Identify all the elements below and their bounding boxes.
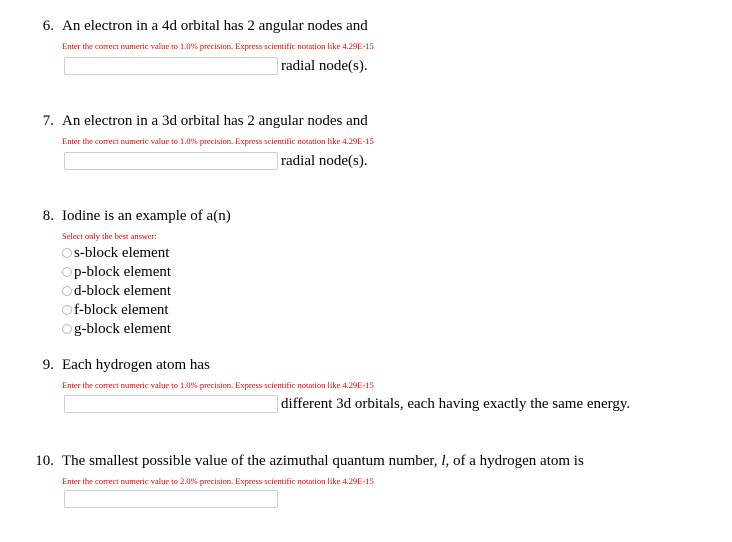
question-text: Each hydrogen atom has [62, 357, 210, 373]
option-label: s-block element [74, 244, 170, 261]
answer-suffix: radial node(s). [281, 153, 368, 169]
question-number: 10. [35, 453, 54, 469]
option-label: d-block element [74, 282, 172, 299]
question-text-after: , of a hydrogen atom is [445, 453, 584, 469]
answer-suffix: radial node(s). [281, 58, 368, 74]
answer-options [62, 243, 171, 338]
answer-row [64, 56, 368, 76]
option-f-block[interactable] [62, 300, 171, 319]
precision-hint: Enter the correct numeric value to 1.0% precision. Express scientific notation like 4.29E-15 [62, 41, 374, 51]
question-number: 8. [42, 208, 54, 224]
answer-input[interactable] [64, 490, 278, 508]
radio-button[interactable] [62, 286, 72, 296]
option-label: g-block element [74, 320, 172, 337]
precision-hint: Enter the correct numeric value to 2.0% precision. Express scientific notation like 4.29E-15 [62, 476, 374, 486]
azimuthal-symbol: l [441, 453, 446, 469]
radio-button[interactable] [62, 305, 72, 315]
question-text: An electron in a 3d orbital has 2 angular nodes and [62, 113, 368, 129]
answer-input[interactable] [64, 57, 278, 75]
answer-row [64, 394, 630, 414]
answer-row [64, 489, 278, 509]
answer-suffix: different 3d orbitals, each having exactly the same energy. [281, 396, 631, 412]
option-g-block[interactable] [62, 319, 171, 338]
question-text-before: The smallest possible value of the azimuthal quantum number, [62, 453, 438, 469]
question-text: An electron in a 4d orbital has 2 angular nodes and [62, 18, 368, 34]
select-hint: Select only the best answer: [62, 231, 157, 241]
precision-hint: Enter the correct numeric value to 1.0% precision. Express scientific notation like 4.29E-15 [62, 380, 374, 390]
question-text: Iodine is an example of a(n) [62, 208, 231, 224]
precision-hint: Enter the correct numeric value to 1.0% precision. Express scientific notation like 4.29E-15 [62, 136, 374, 146]
option-p-block[interactable] [62, 262, 171, 281]
question-number: 7. [42, 113, 54, 129]
option-s-block[interactable] [62, 243, 171, 262]
question-number: 6. [42, 18, 54, 34]
option-label: p-block element [74, 263, 172, 280]
answer-row [64, 151, 368, 171]
question-text [62, 452, 584, 470]
option-d-block[interactable] [62, 281, 171, 300]
radio-button[interactable] [62, 248, 72, 258]
question-number: 9. [42, 357, 54, 373]
answer-input[interactable] [64, 152, 278, 170]
radio-button[interactable] [62, 324, 72, 334]
answer-input[interactable] [64, 395, 278, 413]
radio-button[interactable] [62, 267, 72, 277]
option-label: f-block element [74, 301, 169, 318]
